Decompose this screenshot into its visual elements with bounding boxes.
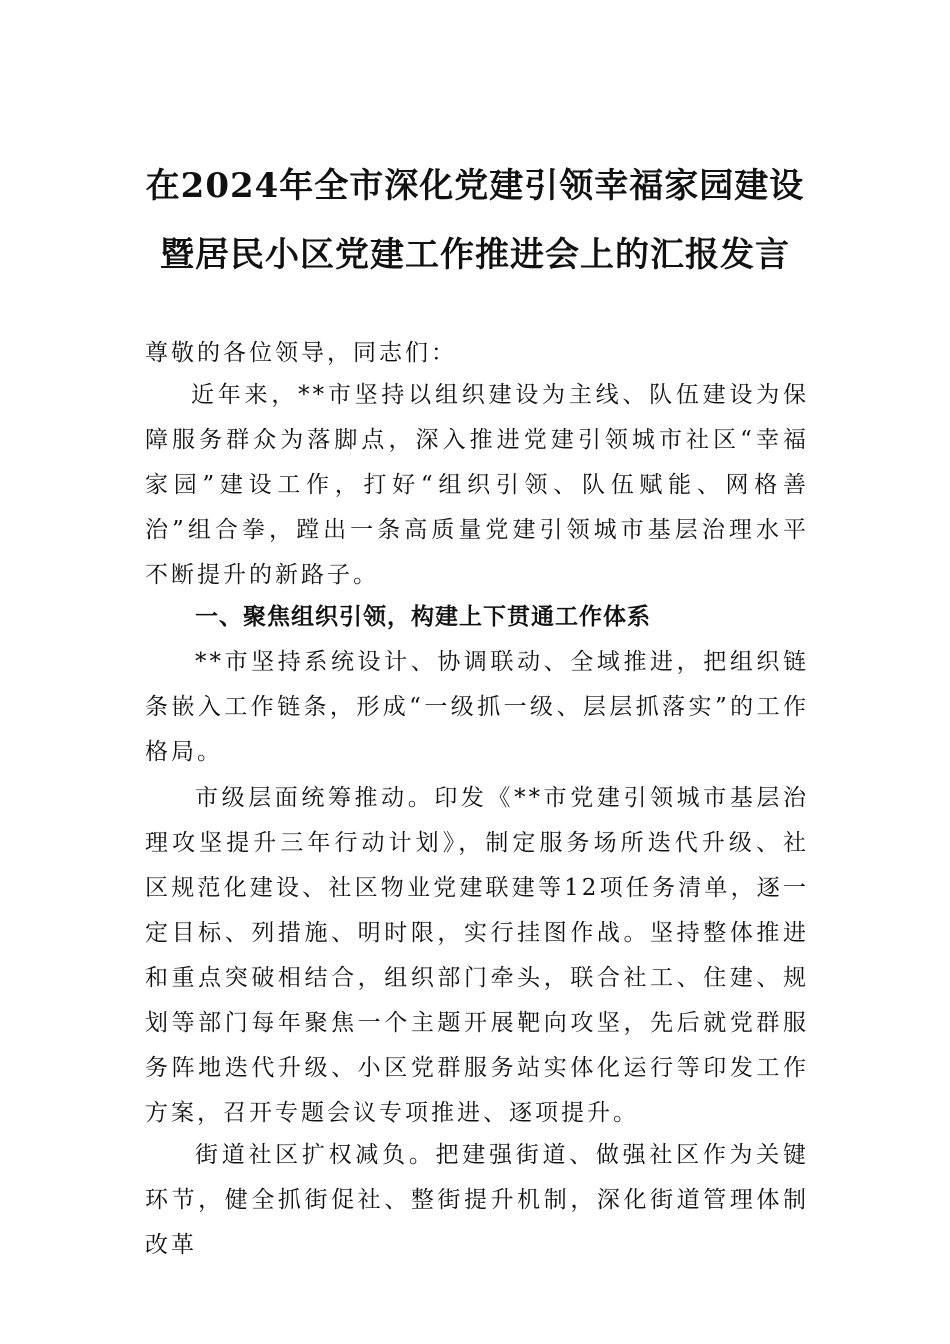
paragraph-section-intro: **市坚持系统设计、协调联动、全域推进，把组织链条嵌入工作链条，形成“一级抓一级、层层抓落实”的工作格局。 <box>145 649 809 765</box>
document-title-line-1: 在2024年全市深化党建引领幸福家园建设 <box>145 166 805 206</box>
section-heading: 一、聚焦组织引领，构建上下贯通工作体系 <box>195 604 651 630</box>
salutation: 尊敬的各位领导，同志们： <box>145 340 457 366</box>
paragraph-city-level: 市级层面统筹推动。印发《**市党建引领城市基层治理攻坚提升三年行动计划》，制定服务场所迭代升级、社区规范化建设、社区物业党建联建等12项任务清单，逐一定目标、列措施、明时限，实行挂图作战。坚持整体推进和重点突破相结合，组织部门牵头，联合社工、住建、规划等部门每年聚焦一个主题开展靶向攻坚，先后就党群服务阵地迭代升级、小区党群服务站实体化运行等印发工作方案，召开专题会议专项推进、逐项提升。 <box>145 785 809 1126</box>
document-title-line-2: 暨居民小区党建工作推进会上的汇报发言 <box>160 235 790 275</box>
paragraph-street-community: 街道社区扩权减负。把建强街道、做强社区作为关键环节，健全抓街促社、整街提升机制，深化街道管理体制改革 <box>145 1142 809 1258</box>
paragraph-intro: 近年来，**市坚持以组织建设为主线、队伍建设为保障服务群众为落脚点，深入推进党建引领城市社区“幸福家园”建设工作，打好“组织引领、队伍赋能、网格善治”组合拳，蹚出一条高质量党建引领城市基层治理水平不断提升的新路子。 <box>145 382 809 588</box>
